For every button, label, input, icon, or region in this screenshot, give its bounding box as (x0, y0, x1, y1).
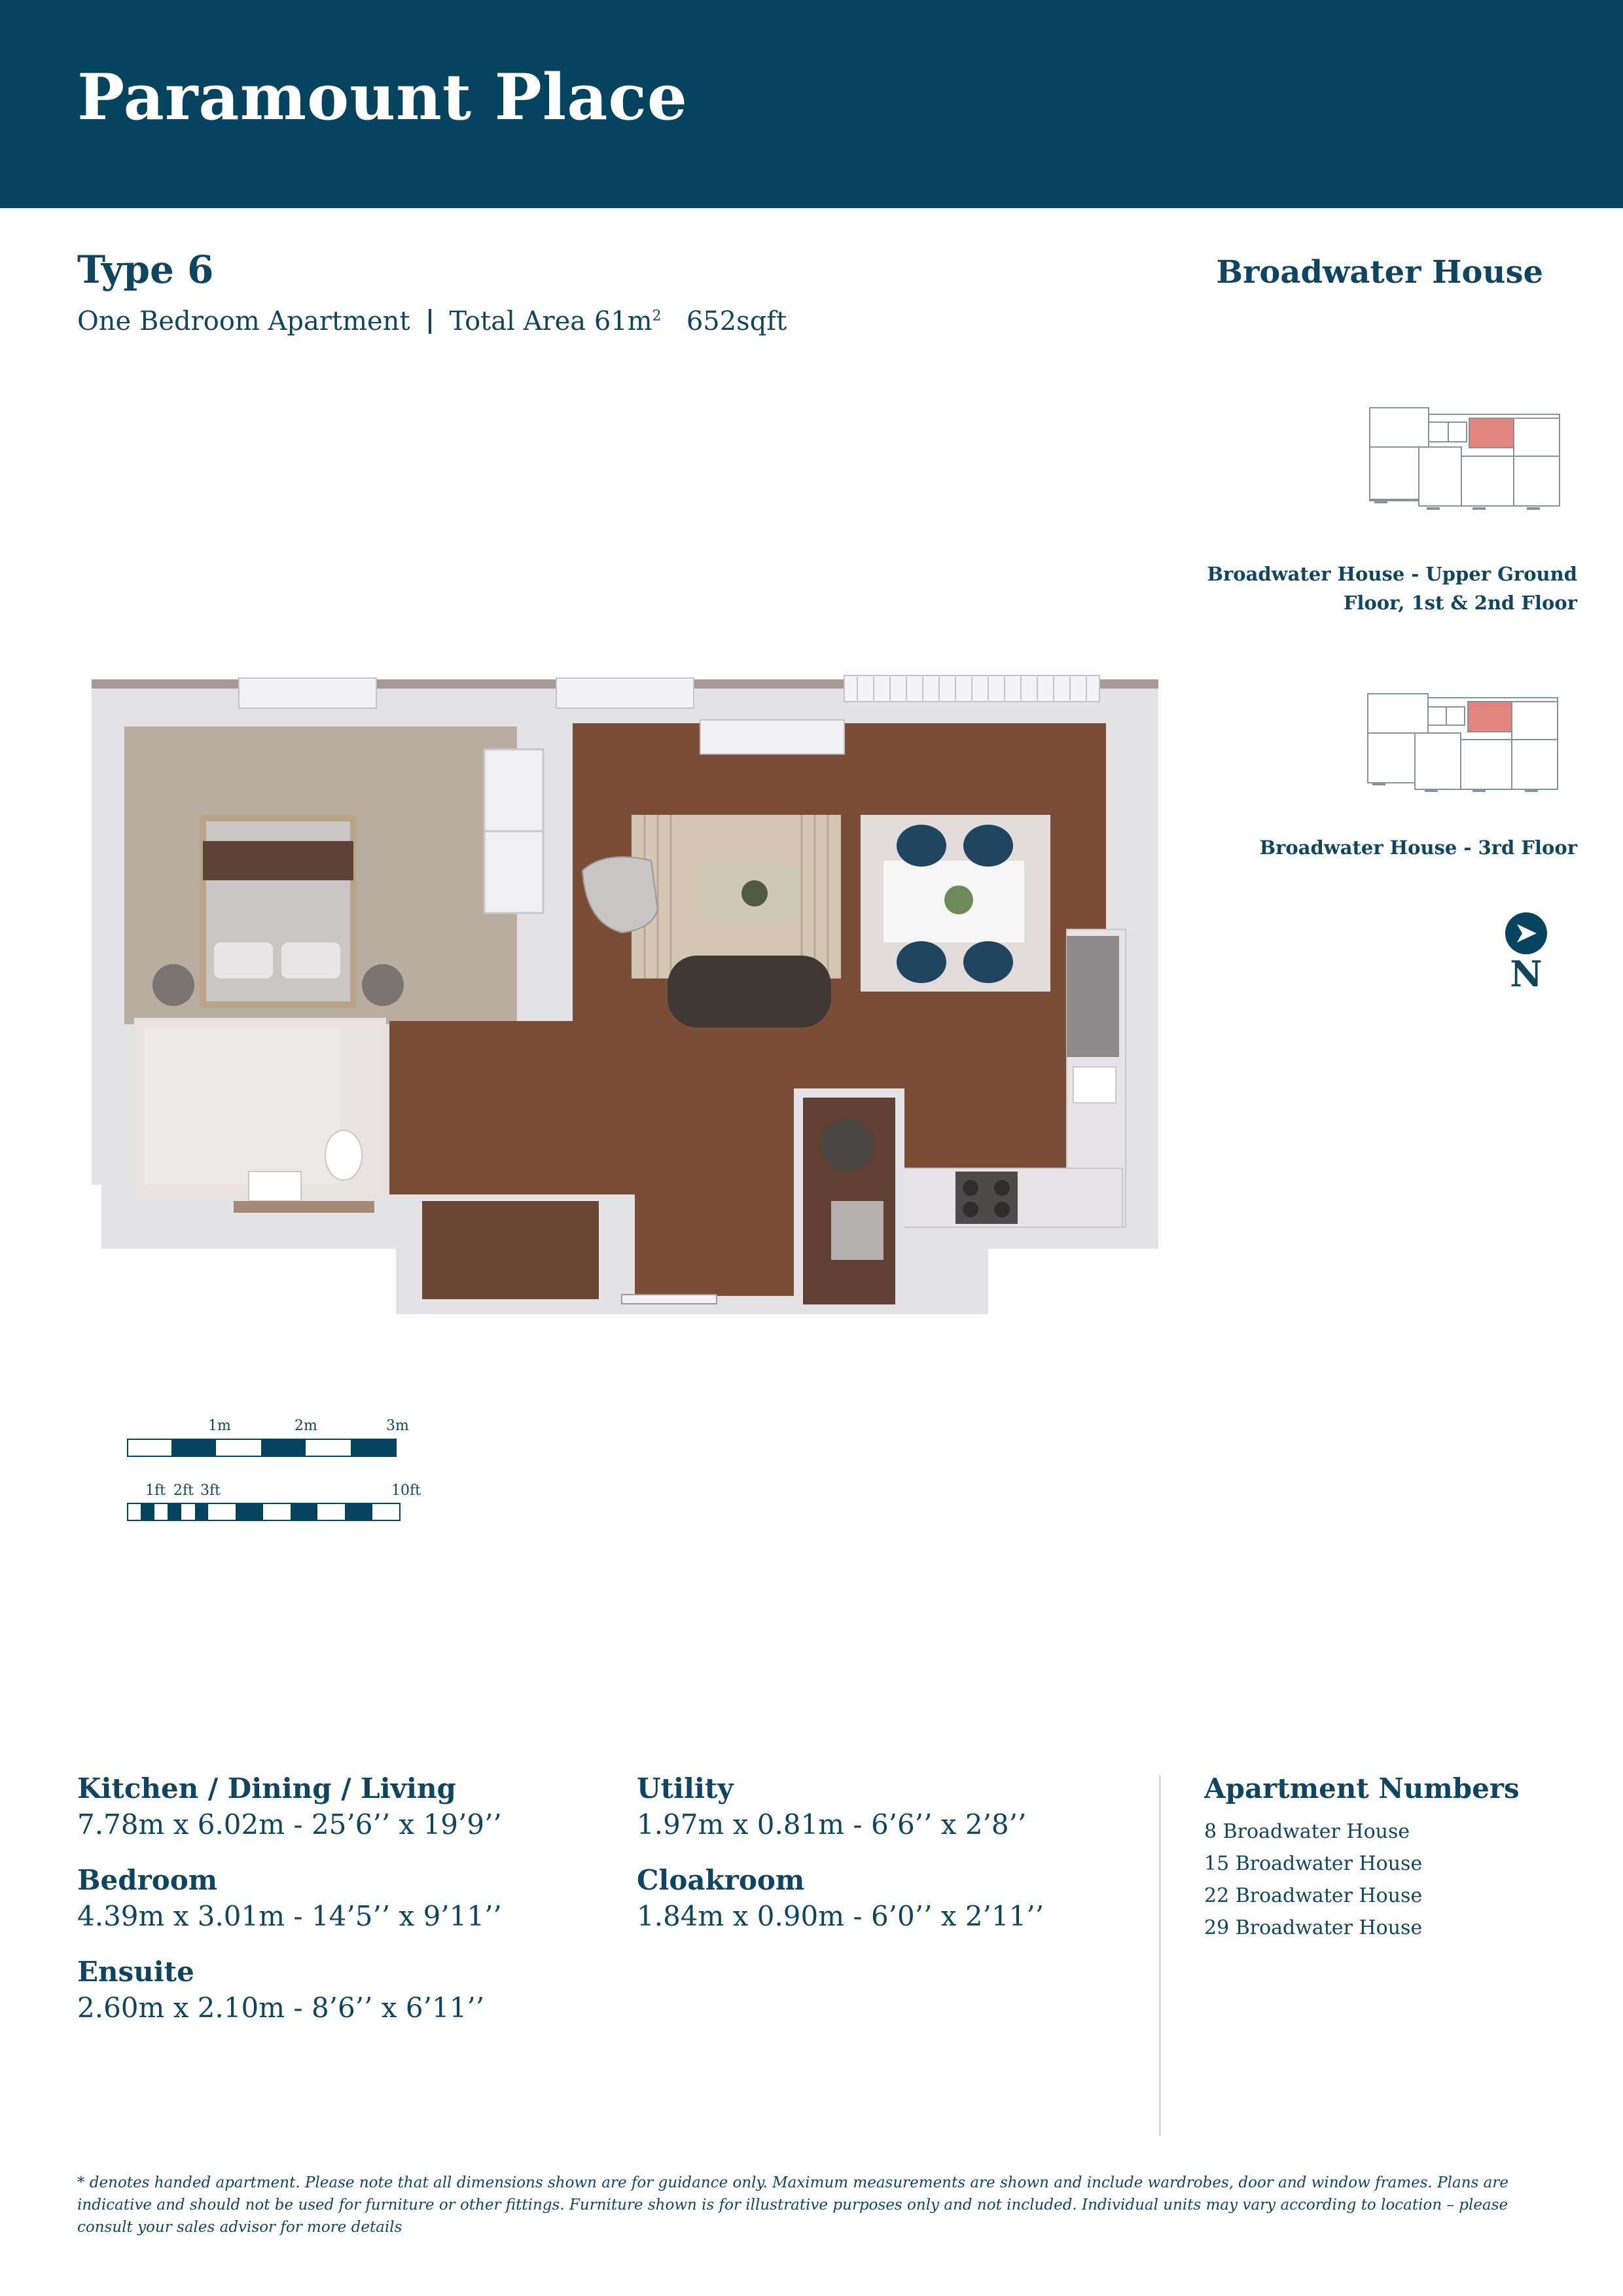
key-plan-label-line1: Broadwater House - 3rd Floor (1259, 836, 1577, 859)
list-item: 15 Broadwater House (1204, 1852, 1423, 1875)
room-kitchen-dining-living (77, 1772, 502, 1840)
highlighted-unit (1469, 418, 1514, 448)
area-sqft: 652sqft (686, 306, 787, 336)
room-dimensions: 7.78m x 6.02m - 25’6’’ x 19’9’’ (77, 1808, 502, 1840)
scale-label-3ft: 3ft (200, 1482, 221, 1499)
room-dimensions: 4.39m x 3.01m - 14’5’’ x 9’11’’ (77, 1900, 502, 1932)
room-dimensions: 1.97m x 0.81m - 6’6’’ x 2’8’’ (637, 1808, 1027, 1840)
north-label: N (1510, 953, 1543, 995)
floor-plan (88, 674, 1162, 1322)
key-plan-3rd-floor-label (1260, 833, 1577, 862)
key-plan-label-line2: Floor, 1st & 2nd Floor (1343, 592, 1577, 614)
room-bedroom (77, 1864, 502, 1932)
kitchen-sink (1073, 1067, 1116, 1103)
toilet (325, 1130, 362, 1180)
metric-scale-bar (127, 1439, 397, 1457)
scale-label-2m: 2m (294, 1418, 317, 1434)
apartment-numbers-list (1204, 1816, 1422, 1944)
separator-bar (429, 309, 431, 334)
apartment-summary (77, 306, 787, 336)
apartment-description: One Bedroom Apartment (77, 306, 410, 336)
media-unit (700, 720, 844, 754)
scale-label-1ft: 1ft (145, 1482, 166, 1499)
room-utility (637, 1772, 1026, 1840)
building-name: Broadwater House (1216, 254, 1543, 291)
washing-machine (821, 1119, 874, 1172)
room-cloakroom (637, 1864, 1044, 1932)
room-name: Ensuite (77, 1956, 194, 1988)
hob (955, 1172, 1018, 1224)
utility-appliance (831, 1201, 883, 1260)
north-arrow-icon (1505, 912, 1547, 954)
room-name: Bedroom (77, 1864, 218, 1896)
imperial-scale-bar (127, 1503, 401, 1521)
highlighted-unit (1468, 702, 1512, 732)
entrance-door (622, 1295, 717, 1304)
key-plan-label-line1: Broadwater House - Upper Ground (1207, 563, 1577, 585)
list-item: 29 Broadwater House (1204, 1916, 1423, 1939)
utility-area (422, 1201, 599, 1299)
room-ensuite (77, 1956, 484, 2024)
scale-label-3m: 3m (386, 1418, 409, 1434)
fridge (1067, 936, 1119, 1057)
key-plan-upper-floors-label (1207, 560, 1577, 617)
column-divider (1159, 1775, 1161, 2136)
scale-label-10ft: 10ft (391, 1482, 421, 1499)
room-name: Kitchen / Dining / Living (77, 1772, 456, 1804)
key-plan-3rd-floor (1364, 689, 1564, 803)
key-plan-upper-floors (1364, 403, 1564, 517)
room-dimensions: 2.60m x 2.10m - 8’6’’ x 6’11’’ (77, 1992, 485, 2024)
room-name: Utility (637, 1772, 734, 1804)
scale-label-2ft: 2ft (173, 1482, 194, 1499)
scale-label-1m: 1m (208, 1418, 231, 1434)
total-area-label: Total Area 61m (449, 306, 652, 336)
development-title: Paramount Place (77, 60, 688, 134)
list-item: 8 Broadwater House (1204, 1820, 1410, 1843)
room-dimensions: 1.84m x 0.90m - 6’0’’ x 2’11’’ (637, 1900, 1044, 1932)
sofa (668, 956, 831, 1028)
total-area (450, 306, 662, 336)
list-item: 22 Broadwater House (1204, 1884, 1423, 1907)
apartment-numbers-title: Apartment Numbers (1204, 1772, 1520, 1804)
area-unit-superscript: 2 (652, 308, 662, 325)
header-banner (0, 0, 1623, 208)
basin (249, 1172, 301, 1201)
disclaimer: * denotes handed apartment. Please note that all dimensions shown are for guidance only. Maximum measurements are shown and include wardrobes, door and window frames. Plans are indicative and should not be used for furniture or other fittings. Furniture shown is for illustrative purposes only and not included. Individual units may vary according to location – please consult your sales advisor for more details (77, 2174, 1508, 2236)
room-name: Cloakroom (637, 1864, 805, 1896)
apartment-type: Type 6 (77, 247, 214, 292)
